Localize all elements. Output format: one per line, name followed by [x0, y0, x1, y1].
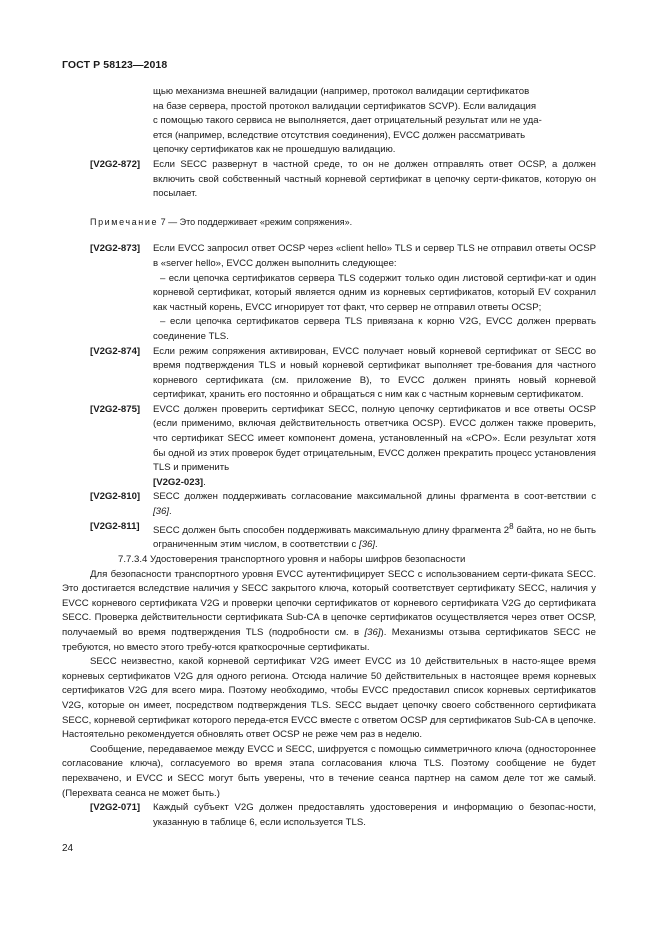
continued-requirement-text: [62, 85, 596, 158]
requirement-text: Если SECC развернут в частной среде, то он не должен отправлять ответ OCSP, а должен включить свой собственный частный корневой сертификат в цепочку серти-фикатов, которую он посылает.: [153, 158, 596, 200]
bibliography-reference: [36]: [359, 539, 376, 551]
paragraph: [62, 568, 596, 656]
bibliography-reference: [36]: [153, 506, 170, 518]
requirement-id: [V2G2-810]: [90, 491, 141, 503]
note: [62, 215, 596, 230]
requirement-id: [V2G2-874]: [90, 345, 141, 357]
requirement-872: [62, 158, 596, 202]
note-label: Примечание: [90, 216, 159, 227]
exponent: 8: [509, 521, 514, 531]
list-item: – если цепочка сертификатов сервера TLS привязана к корню V2G, EVCC должен прервать соединение TLS.: [153, 316, 596, 342]
requirement-intro: Если EVCC запросил ответ OCSP через «client hello» TLS и сервер TLS не отправил ответы OCSP в «server hello», EVCC должен выполнить следующее:: [153, 243, 596, 269]
punctuation: .: [203, 476, 206, 488]
paragraph: SECC неизвестно, какой корневой сертификат V2G имеет EVCC из 10 действительных в насто-ящее время корневых сертификатов V2G для одного региона. Отсюда наличие 50 действительных в настоящее время корневых сертификатов V2G для всего мира. Поэтому необходимо, чтобы EVCC предоставил список корневых сертификатов V2G, которые он имеет, посредством подтверждения TLS. SECC выдает цепочку своего собственного сертификата SECC, корневой сертификат которого переда-ется EVCC вместе с ответом OCSP для сертификатов Sub-CA в цепочке. Настоятельно рекомендуется обновлять ответ OCSP не реже чем раз в неделю.: [62, 656, 596, 741]
text-line: цепочку сертификатов как не прошедшую валидацию.: [153, 144, 396, 156]
requirement-body: SECC должен быть способен поддерживать максимальную длину фрагмента 2: [153, 524, 510, 536]
page-number: 24: [62, 843, 74, 854]
paragraph-text-tail: ). Механизмы отзыва сертификатов SECC не требуются, но вместо этого требу-ются краткосрочные сертификаты.: [62, 626, 596, 653]
punctuation: .: [169, 506, 172, 518]
requirement-text: Каждый субъект V2G должен предоставлять удостоверения и информацию о безопас-ности, указанную в таблице 6, если используется TLS.: [153, 802, 596, 828]
requirement-text: [153, 403, 596, 491]
text-line: ется (например, вследствие отсутствия соединения), EVCC должен рассматривать: [153, 129, 526, 141]
requirement-id: [V2G2-811]: [90, 520, 140, 532]
requirement-811: [62, 520, 596, 553]
requirement-id: [V2G2-875]: [90, 403, 141, 415]
requirement-text: [153, 490, 596, 519]
requirement-body: SECC должен поддерживать согласование максимальной длины фрагмента в соот-ветствии с: [153, 491, 596, 503]
text-line: с помощью такого сервиса не выполняется, дает отрицательный результат или не уда-: [153, 115, 542, 127]
requirement-810: [62, 490, 596, 519]
subsection-heading: 7.7.3.4 Удостоверения транспортного уровня и наборы шифров безопасности: [118, 554, 466, 565]
requirement-body-cont: байта, но не быть ограниченным этим числом, в соответствии с: [153, 524, 596, 551]
paragraph: Сообщение, передаваемое между EVCC и SECC, шифруется с помощью симметричного ключа (одностороннее согласование ключа), согласуемого во время этапа согласования ключа TLS. Поэтому сообщение не будет перехвачено, и EVCC и SECC могут быть уверены, что в течение сеанса партнер на самом деле тот же самый. (Перехвата сеанса не может быть.): [62, 743, 596, 799]
text-line: на базе сервера, простой протокол валидации сертификатов SCVP). Если валидация: [153, 100, 537, 112]
document-header: ГОСТ Р 58123—2018: [62, 59, 168, 71]
requirement-875: [62, 403, 596, 491]
requirement-874: [62, 345, 596, 403]
requirement-873: [62, 242, 596, 344]
requirement-text: Если режим сопряжения активирован, EVCC получает новый корневой сертификат от SECC во время подтверждения TLS и новый корневой сертификат выполняет тре-бования для частного корневого сертификата (см. приложение В), то EVCC должен принять новый корневой сертификат, хранить его постоянно и обращаться с ним как с частным корневым сертификатом.: [153, 345, 596, 401]
list-item: – если цепочка сертификатов сервера TLS содержит только один листовой сертифи-кат и один корневой сертификат, который является одним из корневых сертификатов, который EV сохранил как частный корень, EVCC игнорирует тот факт, что сервер не отправил ответы OCSP;: [153, 272, 596, 313]
page-body: [62, 85, 596, 830]
requirement-071: [62, 801, 596, 830]
requirement-reference: [V2G2-023]: [153, 476, 204, 488]
text-line: щью механизма внешней валидации (например, протокол валидации сертификатов: [153, 86, 530, 97]
requirement-text: [153, 520, 596, 553]
requirement-id: [V2G2-872]: [90, 158, 141, 170]
note-text: 7 — Это поддерживает «режим сопряжения».: [160, 216, 353, 227]
paragraph-text: Для безопасности транспортного уровня EVCC аутентифицирует SECC с использованием серти-фиката SECC. Это достигается вследствие наличия у SECC закрытого ключа, который соответствует сертификату SECC, наличия у EVCC корневого сертификата V2G и проверки цепочки сертификатов от корневого сертификата V2G до сертификата SECC. Проверка действительности сертификата Sub-CA в цепочке сертификатов осуществляется через ответ OCSP, получаемый во время подтверждения TLS (подробности см. в: [62, 568, 596, 638]
requirement-id: [V2G2-071]: [90, 802, 141, 814]
requirement-id: [V2G2-873]: [90, 243, 141, 255]
requirement-text: [153, 242, 596, 344]
requirement-body: EVCC должен проверить сертификат SECC, полную цепочку сертификатов и все ответы OCSP (если применимо, включая действительность ответчика OCSP). EVCC должен также проверить, что сертификат SECC имеет компонент домена, установленный на «CPO». Если результат хотя бы одной из этих проверок будет отрицательным, EVCC должен прекратить процесс установления TLS и применить: [153, 403, 596, 474]
punctuation: .: [375, 539, 378, 551]
bibliography-reference: [36]: [364, 626, 381, 638]
